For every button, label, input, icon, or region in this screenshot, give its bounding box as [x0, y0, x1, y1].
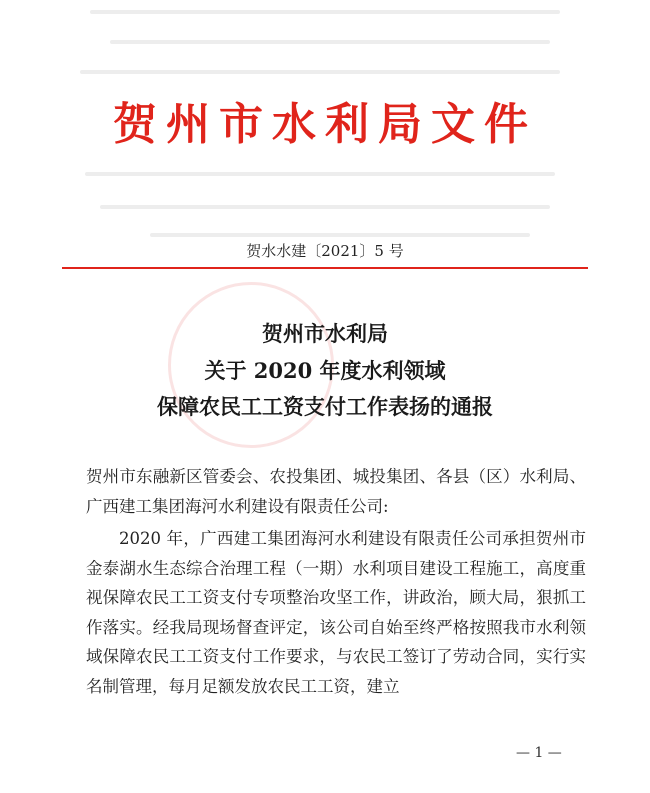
bleed-through-mark [110, 40, 550, 44]
page-number: — 1 — [516, 745, 562, 761]
addressee-block: 贺州市东融新区管委会、农投集团、城投集团、各县（区）水利局、广西建工集团海河水利建设有限责任公司: [86, 467, 586, 516]
bleed-through-mark [80, 70, 560, 74]
red-separator-line [62, 267, 588, 269]
document-number: 贺水水建〔2021〕5 号 [246, 242, 404, 260]
body-paragraph: 2020 年，广西建工集团海河水利建设有限责任公司承担贺州市金泰湖水生态综合治理工程（一期）水利项目建设工程施工，高度重视保障农民工工资支付专项整治攻坚工作，讲政治，顾大局，狠抓工作落实。经我局现场督查评定，该公司自始至终严格按照我市水利领域保障农民工工资支付工作要求，与农民工签订了劳动合同，实行实名制管理，每月足额发放农民工工资，建立 [86, 529, 586, 696]
title-line-2: 关于 2020 年度水利领域 [204, 358, 446, 383]
title-line-3: 保障农民工工资支付工作表扬的通报 [157, 394, 493, 419]
title-line-1: 贺州市水利局 [262, 321, 388, 346]
bleed-through-mark [90, 10, 560, 14]
bleed-through-mark [150, 233, 530, 237]
bleed-through-mark [85, 172, 555, 176]
bleed-through-mark [100, 205, 550, 209]
issuer-heading: 贺州市水利局文件 [113, 99, 537, 150]
